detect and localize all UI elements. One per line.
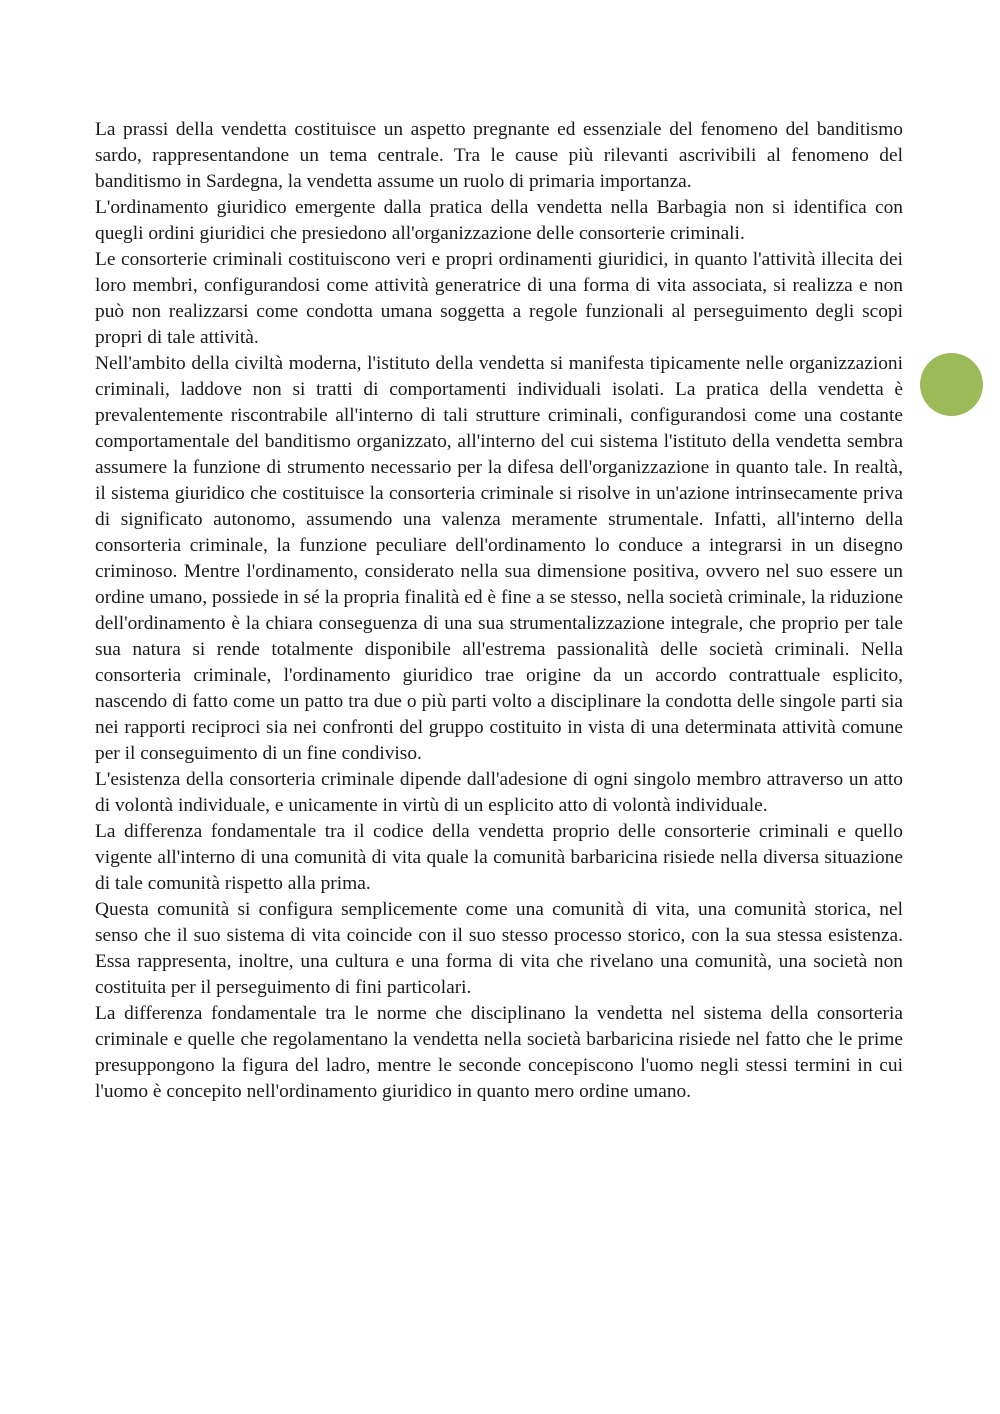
paragraph-7: Questa comunità si configura semplicemente come una comunità di vita, una comunità storica, nel senso che il suo sistema di vita coincide con il suo stesso processo storico, con la sua stessa esistenza. Essa rappresenta, inoltre, una cultura e una forma di vita che rivelano una comunità, una società non costituita per il perseguimento di fini particolari.	[95, 899, 903, 998]
paragraph-5: L'esistenza della consorteria criminale dipende dall'adesione di ogni singolo membro attraverso un atto di volontà individuale, e unicamente in virtù di un esplicito atto di volontà individuale.	[95, 769, 903, 816]
green-circle-marker	[920, 353, 983, 416]
paragraph-2: L'ordinamento giuridico emergente dalla pratica della vendetta nella Barbagia non si identifica con quegli ordini giuridici che presiedono all'organizzazione delle consorterie criminali.	[95, 197, 903, 244]
paragraph-4: Nell'ambito della civiltà moderna, l'istituto della vendetta si manifesta tipicamente nelle organizzazioni criminali, laddove non si tratti di comportamenti individuali isolati. La pratica della vendetta è prevalentemente riscontrabile all'interno di tali strutture criminali, configurandosi come una costante comportamentale del banditismo organizzato, all'interno del cui sistema l'istituto della vendetta sembra assumere la funzione di strumento necessario per la difesa dell'organizzazione in quanto tale. In realtà, il sistema giuridico che costituisce la consorteria criminale si risolve in un'azione intrinsecamente priva di significato autonomo, assumendo una valenza meramente strumentale. Infatti, all'interno della consorteria criminale, la funzione peculiare dell'ordinamento lo conduce a integrarsi in un disegno criminoso. Mentre l'ordinamento, considerato nella sua dimensione positiva, ovvero nel suo essere un ordine umano, possiede in sé la propria finalità ed è fine a se stesso, nella società criminale, la riduzione dell'ordinamento è la chiara conseguenza di una sua strumentalizzazione integrale, che proprio per tale sua natura si rende totalmente disponibile all'estrema passionalità delle società criminali. Nella consorteria criminale, l'ordinamento giuridico trae origine da un accordo contrattuale esplicito, nascendo di fatto come un patto tra due o più parti volto a disciplinare la condotta delle singole parti sia nei rapporti reciproci sia nei confronti del gruppo costituito in vista di una determinata attività comune per il conseguimento di un fine condiviso.	[95, 353, 903, 764]
paragraph-8: La differenza fondamentale tra le norme che disciplinano la vendetta nel sistema della consorteria criminale e quelle che regolamentano la vendetta nella società barbaricina risiede nel fatto che le prime presuppongono la figura del ladro, mentre le seconde concepiscono l'uomo negli stessi termini in cui l'uomo è concepito nell'ordinamento giuridico in quanto mero ordine umano.	[95, 1003, 903, 1102]
paragraph-1: La prassi della vendetta costituisce un aspetto pregnante ed essenziale del fenomeno del banditismo sardo, rappresentandone un tema centrale. Tra le cause più rilevanti ascrivibili al fenomeno del banditismo in Sardegna, la vendetta assume un ruolo di primaria importanza.	[95, 119, 903, 192]
body-text	[95, 117, 903, 1105]
paragraph-6: La differenza fondamentale tra il codice della vendetta proprio delle consorterie criminali e quello vigente all'interno di una comunità di vita quale la comunità barbaricina risiede nella diversa situazione di tale comunità rispetto alla prima.	[95, 821, 903, 894]
paragraph-3: Le consorterie criminali costituiscono veri e propri ordinamenti giuridici, in quanto l'attività illecita dei loro membri, configurandosi come attività generatrice di una forma di vita associata, si realizza e non può non realizzarsi come condotta umana soggetta a regole funzionali al perseguimento degli scopi propri di tale attività.	[95, 249, 903, 348]
